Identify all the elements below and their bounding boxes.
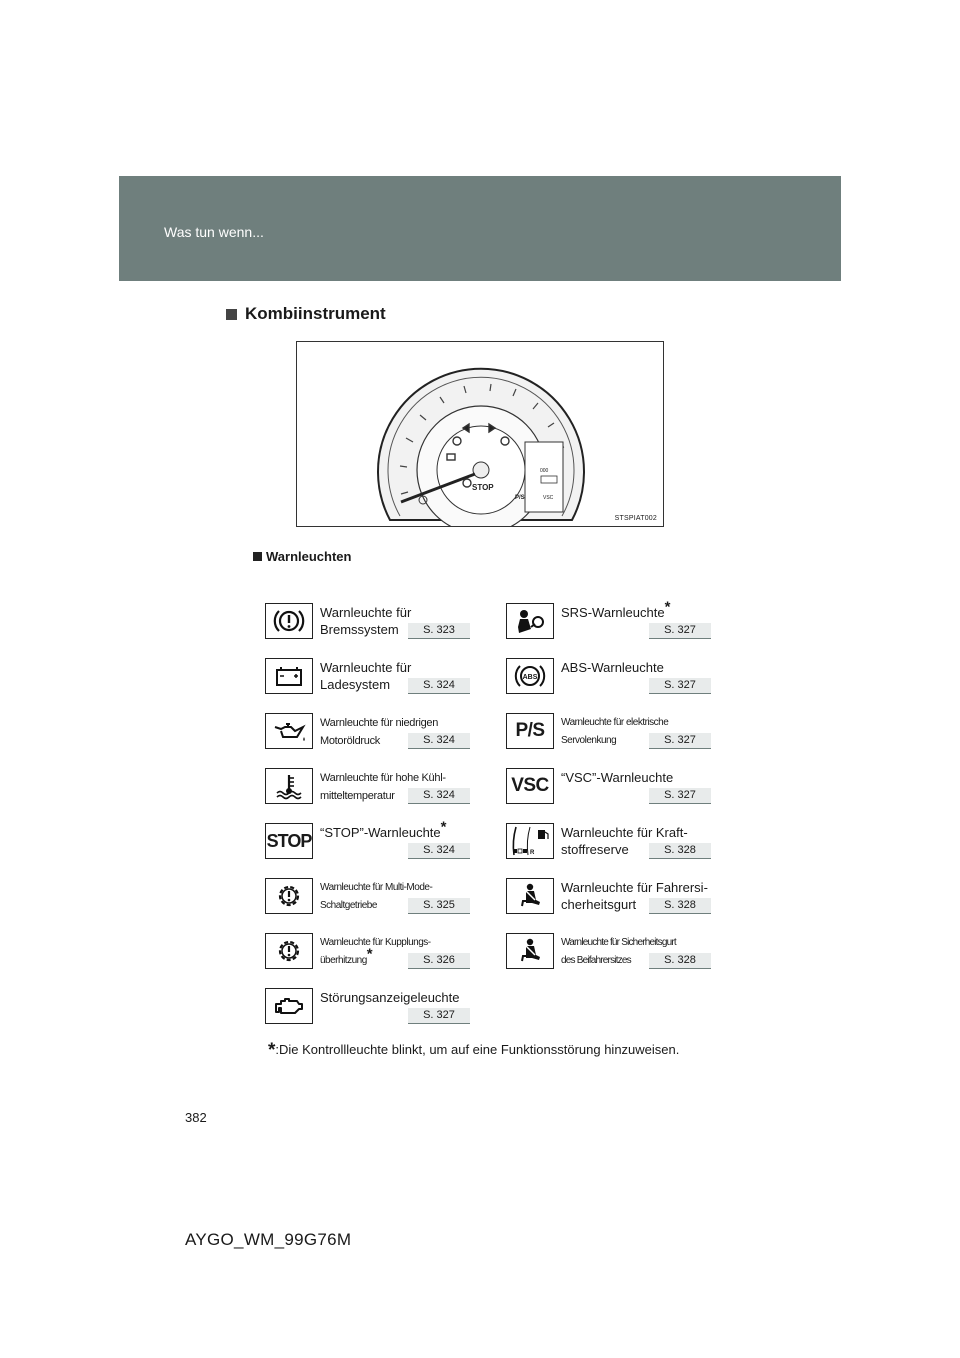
page-number: 382 <box>185 1110 207 1125</box>
seatbelt-icon <box>506 878 554 914</box>
square-bullet-icon <box>253 552 262 561</box>
page-reference: S. 324 <box>408 843 470 859</box>
warning-entry-srs <box>506 598 711 641</box>
warning-entry-power-steering <box>506 713 711 751</box>
page-reference: S. 327 <box>649 788 711 804</box>
entry-label: Warnleuchte für Sicherheitsgurt des Beifahrersitzes <box>561 937 676 966</box>
square-bullet-icon <box>226 309 237 320</box>
entry-label: Warnleuchte für Kupplungs- überhitzung* <box>320 937 431 966</box>
header-band <box>119 176 841 281</box>
warning-entry-vsc <box>506 768 711 806</box>
document-code: AYGO_WM_99G76M <box>185 1230 352 1249</box>
page-reference: S. 328 <box>649 953 711 969</box>
warning-entry-abs <box>506 658 711 696</box>
entry-label: “STOP”-Warnleuchte* <box>320 818 447 840</box>
footnote-marker: * <box>268 1040 276 1061</box>
page-reference: S. 327 <box>408 1008 470 1024</box>
entry-label: ABS-Warnleuchte <box>561 660 664 675</box>
warning-entry-oil-pressure <box>265 713 470 751</box>
page-reference: S. 325 <box>408 898 470 914</box>
svg-text:ABS: ABS <box>522 674 538 681</box>
entry-label: Warnleuchte für elektrische Servolenkung <box>561 717 669 746</box>
warning-entry-coolant <box>265 768 470 806</box>
warning-entry-driver-seatbelt <box>506 878 711 916</box>
seatbelt-icon <box>506 933 554 969</box>
battery-icon <box>265 658 313 694</box>
entry-label: SRS-Warnleuchte* <box>561 598 671 620</box>
stop-text-icon: STOP <box>265 823 313 859</box>
coolant-temperature-icon <box>265 768 313 804</box>
warning-entry-brake <box>265 603 470 641</box>
warning-entry-multimode <box>265 878 470 916</box>
page-reference: S. 326 <box>408 953 470 969</box>
gear-warning-icon <box>265 878 313 914</box>
warning-entry-charging <box>265 658 470 696</box>
brake-warning-icon <box>265 603 313 639</box>
entry-label: Störungsanzeigeleuchte <box>320 990 460 1005</box>
entry-label: Warnleuchte für Kraft- stoffreserve <box>561 825 688 857</box>
page-reference: S. 324 <box>408 678 470 694</box>
page-reference: S. 323 <box>408 623 470 639</box>
entry-label: Warnleuchte für Fahrersi- cherheitsgurt <box>561 880 708 912</box>
engine-icon <box>265 988 313 1024</box>
svg-text:000: 000 <box>540 468 549 474</box>
entry-label: Warnleuchte für hohe Kühl- mitteltemperatur <box>320 772 446 802</box>
warning-entry-passenger-seatbelt <box>506 933 711 971</box>
page-reference: S. 327 <box>649 678 711 694</box>
entry-label: Warnleuchte für niedrigen Motoröldruck <box>320 717 439 747</box>
footnote-text: :Die Kontrollleuchte blinkt, um auf eine Funktionsstörung hinzuweisen. <box>275 1042 680 1057</box>
page-reference: S. 328 <box>649 898 711 914</box>
instrument-cluster-figure <box>296 341 664 527</box>
page-reference: S. 324 <box>408 733 470 749</box>
subsection-heading <box>253 549 351 564</box>
page-reference: S. 327 <box>649 733 711 749</box>
entry-label: “VSC”-Warnleuchte <box>561 770 674 785</box>
entry-label: Warnleuchte für Ladesystem <box>320 660 412 692</box>
header-title: Was tun wenn... <box>164 224 264 240</box>
warning-entry-fuel <box>506 823 711 861</box>
svg-text:VSC: VSC <box>543 495 554 501</box>
svg-text:STOP: STOP <box>472 483 494 492</box>
page-reference: S. 328 <box>649 843 711 859</box>
vsc-text-icon: VSC <box>506 768 554 804</box>
section-heading <box>226 304 386 324</box>
warning-entry-clutch <box>265 933 470 971</box>
subsection-title: Warnleuchten <box>266 549 352 564</box>
svg-text:P/S: P/S <box>515 495 525 501</box>
entry-label: Warnleuchte für Bremssystem <box>320 605 412 637</box>
warning-entry-malfunction <box>265 988 470 1026</box>
page-reference: S. 327 <box>649 623 711 639</box>
oil-pressure-icon <box>265 713 313 749</box>
abs-icon <box>506 658 554 694</box>
warning-entry-stop <box>265 818 470 861</box>
airbag-icon <box>506 603 554 639</box>
svg-text:R: R <box>530 850 535 856</box>
fuel-gauge-icon <box>506 823 554 859</box>
section-title: Kombiinstrument <box>245 304 386 323</box>
power-steering-text-icon: P/S <box>506 713 554 749</box>
figure-code: STSPIAT002 <box>614 515 657 522</box>
entry-label: Warnleuchte für Multi-Mode- Schaltgetriebe <box>320 882 433 911</box>
instrument-cluster-illustration <box>297 342 663 526</box>
footnote <box>268 1040 679 1062</box>
gear-warning-icon <box>265 933 313 969</box>
page-reference: S. 324 <box>408 788 470 804</box>
